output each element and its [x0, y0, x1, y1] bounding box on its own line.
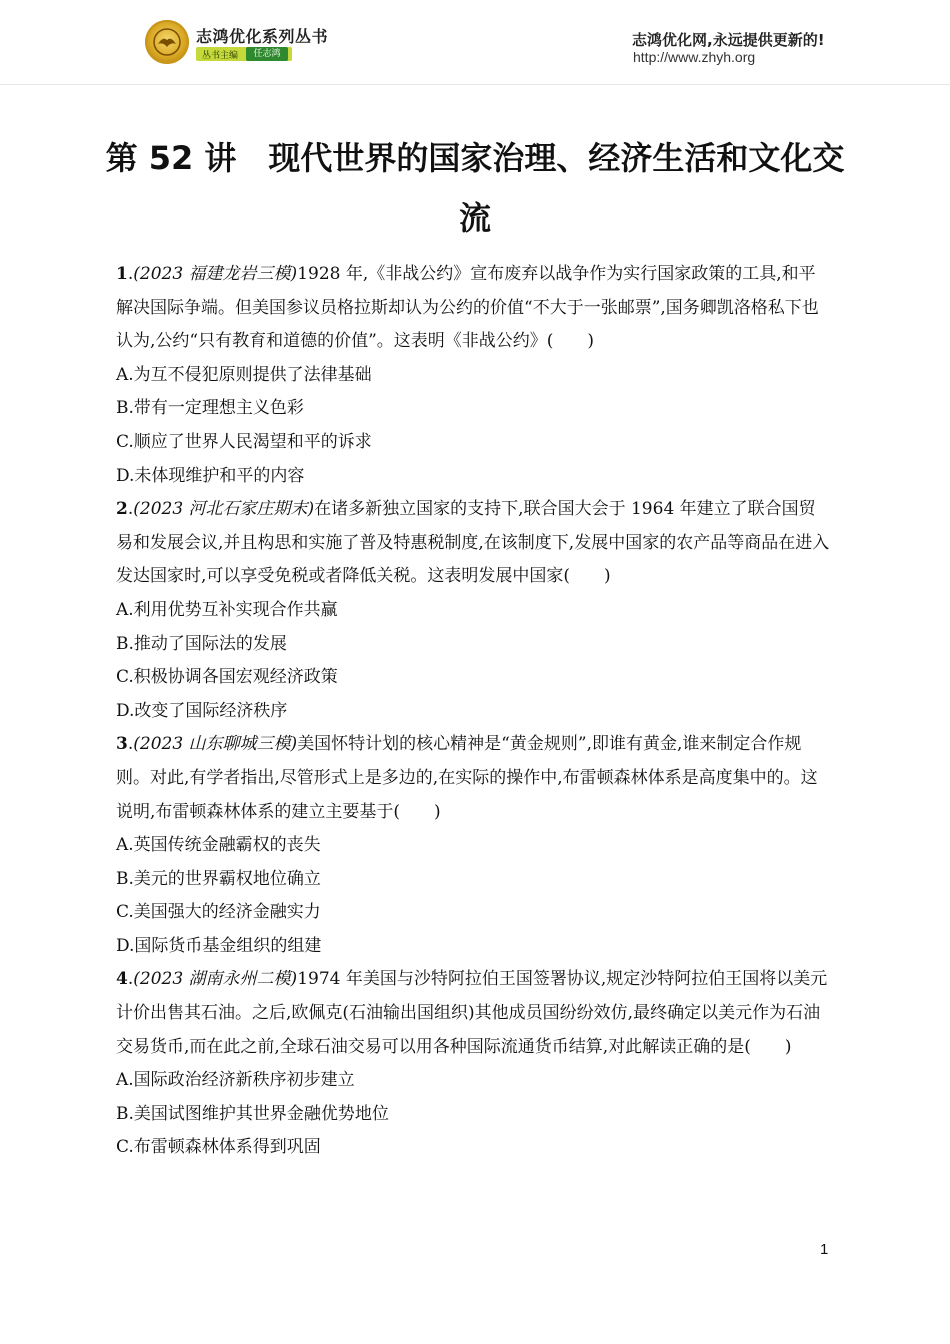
question-stem: 3.(2023 山东聊城三模)美国怀特计划的核心精神是“黄金规则”,即谁有黄金,谁来制定合作规则。对此,有学者指出,尽管形式上是多边的,在实际的操作中,布雷顿森林体系是高度集中的。这说明,布雷顿森林体系的建立主要基于( ) [116, 734, 818, 822]
option-c: C.美国强大的经济金融实力 [116, 902, 321, 923]
eagle-icon [153, 28, 181, 56]
page-number: 1 [820, 1241, 829, 1258]
option-c: C.布雷顿森林体系得到巩固 [116, 1137, 321, 1158]
question-number: 2 [116, 499, 128, 520]
option-a: A.为互不侵犯原则提供了法律基础 [116, 364, 372, 385]
question-1 [116, 258, 832, 493]
question-stem: 4.(2023 湖南永州二模)1974 年美国与沙特阿拉伯王国签署协议,规定沙特阿拉伯王国将以美元计价出售其石油。之后,欧佩克(石油输出国组织)其他成员国纷纷效仿,最终确定以美元作为石油交易货币,而在此之前,全球石油交易可以用各种国际流通货币结算,对此解读正确的是( ) [116, 969, 828, 1057]
option-a: A.国际政治经济新秩序初步建立 [116, 1070, 355, 1091]
question-list [116, 258, 832, 1165]
question-source: (2023 福建龙岩三模) [133, 264, 298, 284]
editor-label: 丛书主编 [202, 51, 239, 61]
question-text: 在诸多新独立国家的支持下,联合国大会于 1964 年建立了联合国贸易和发展会议,并且构思和实施了普及特惠税制度,在该制度下,发展中国家的农产品等商品在进入发达国家时,可以享受免税或者降低关税。这表明发展中国家( ) [116, 499, 830, 587]
question-text: 1974 年美国与沙特阿拉伯王国签署协议,规定沙特阿拉伯王国将以美元计价出售其石油。之后,欧佩克(石油输出国组织)其他成员国纷纷效仿,最终确定以美元作为石油交易货币,而在此之前,全球石油交易可以用各种国际流通货币结算,对此解读正确的是( ) [116, 969, 828, 1057]
option-c: C.积极协调各国宏观经济政策 [116, 667, 338, 688]
question-2 [116, 493, 832, 728]
site-slogan: 志鸿优化网,永远提供更新的! [632, 31, 825, 49]
question-source: (2023 湖南永州二模) [133, 969, 298, 990]
question-source: (2023 山东聊城三模) [133, 734, 298, 755]
question-text: 1928 年,《非战公约》宣布废弃以战争作为实行国家政策的工具,和平解决国际争端。但美国参议员格拉斯却认为公约的价值“不大于一张邮票”,国务卿凯洛格私下也认为,公约“只有教育和道德的价值”。这表明《非战公约》( ) [116, 264, 819, 352]
page-title: 第 52 讲 现代世界的国家治理、经济生活和文化交流 [105, 139, 845, 237]
publisher-logo [145, 20, 189, 64]
question-text: 美国怀特计划的核心精神是“黄金规则”,即谁有黄金,谁来制定合作规则。对此,有学者指出,尽管形式上是多边的,在实际的操作中,布雷顿森林体系是高度集中的。这说明,布雷顿森林体系的建立主要基于( ) [116, 734, 818, 822]
question-stem: 1.(2023 福建龙岩三模)1928 年,《非战公约》宣布废弃以战争作为实行国家政策的工具,和平解决国际争端。但美国参议员格拉斯却认为公约的价值“不大于一张邮票”,国务卿凯洛格私下也认为,公约“只有教育和道德的价值”。这表明《非战公约》( ) [116, 264, 819, 352]
option-b: B.美元的世界霸权地位确立 [116, 868, 321, 889]
question-4 [116, 963, 832, 1165]
series-title: 志鸿优化系列丛书 [196, 27, 329, 46]
option-b: B.带有一定理想主义色彩 [116, 398, 304, 419]
editor-badge [196, 47, 292, 61]
question-number: 4 [116, 969, 128, 990]
question-number: 3 [116, 734, 128, 755]
option-d: D.改变了国际经济秩序 [116, 700, 288, 721]
option-b: B.美国试图维护其世界金融优势地位 [116, 1103, 389, 1124]
option-d: D.未体现维护和平的内容 [116, 465, 305, 486]
header-divider [0, 84, 950, 85]
question-3 [116, 728, 832, 963]
question-stem: 2.(2023 河北石家庄期末)在诸多新独立国家的支持下,联合国大会于 1964 年建立了联合国贸易和发展会议,并且构思和实施了普及特惠税制度,在该制度下,发展中国家的农产品等商品在进入发达国家时,可以享受免税或者降低关税。这表明发展中国家( ) [116, 499, 830, 587]
page-header [0, 0, 950, 82]
editor-name: 任志鸿 [246, 47, 288, 61]
question-number: 1 [116, 264, 128, 284]
option-a: A.利用优势互补实现合作共赢 [116, 599, 338, 620]
option-c: C.顺应了世界人民渴望和平的诉求 [116, 431, 372, 452]
site-url[interactable]: http://www.zhyh.org [633, 49, 756, 65]
option-b: B.推动了国际法的发展 [116, 633, 287, 654]
option-d: D.国际货币基金组织的组建 [116, 935, 322, 956]
question-source: (2023 河北石家庄期末) [133, 499, 315, 520]
option-a: A.英国传统金融霸权的丧失 [116, 835, 321, 856]
